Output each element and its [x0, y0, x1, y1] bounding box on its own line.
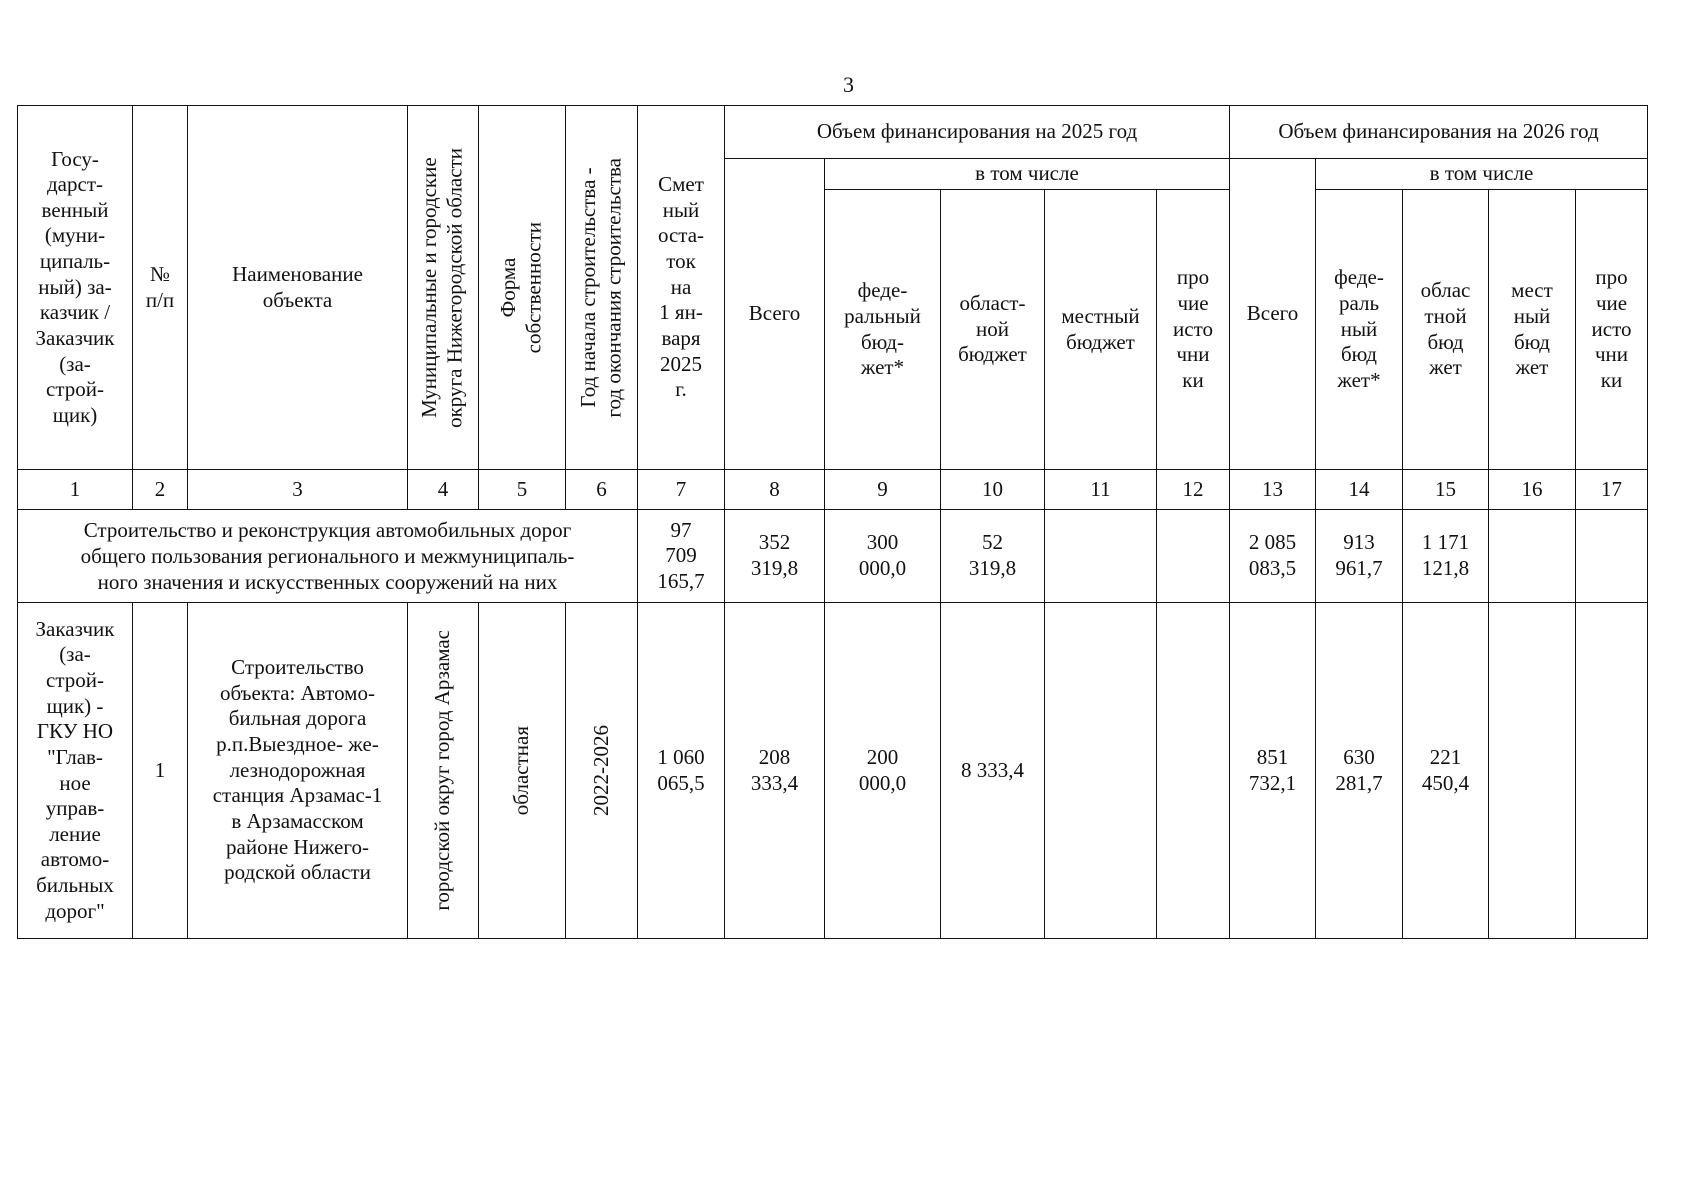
summary-total-2025: 352 319,8 — [725, 510, 825, 603]
header-financing-2025: Объем финансирования на 2025 год — [725, 106, 1230, 159]
column-number: 12 — [1157, 470, 1230, 510]
header-number: № п/п — [133, 106, 188, 470]
summary-regional-2026: 1 171 121,8 — [1403, 510, 1489, 603]
summary-other-2026 — [1576, 510, 1648, 603]
summary-federal-2025: 300 000,0 — [825, 510, 941, 603]
object-row — [18, 603, 1648, 939]
header-including-2025: в том числе — [825, 159, 1230, 190]
header-local-2026: мест ный бюд жет — [1489, 190, 1576, 470]
header-estimated-balance: Смет ный оста- ток на 1 ян- варя 2025 г. — [638, 106, 725, 470]
header-other-2026: про чие исто чни ки — [1576, 190, 1648, 470]
object-local-2026 — [1489, 603, 1576, 939]
column-number: 5 — [479, 470, 566, 510]
header-federal-2026: феде- раль ный бюд жет* — [1316, 190, 1403, 470]
header-other-2025: про чие исто чни ки — [1157, 190, 1230, 470]
object-local-2025 — [1045, 603, 1157, 939]
object-regional-2025: 8 333,4 — [941, 603, 1045, 939]
column-number: 1 — [18, 470, 133, 510]
object-federal-2026: 630 281,7 — [1316, 603, 1403, 939]
column-number: 11 — [1045, 470, 1157, 510]
header-construction-years: Год начала строительства - год окончания строительства — [566, 106, 638, 470]
object-other-2026 — [1576, 603, 1648, 939]
header-municipal-district: Муниципальные и городские округа Нижегородской области — [408, 106, 479, 470]
header-financing-2026: Объем финансирования на 2026 год — [1230, 106, 1648, 159]
column-numbers-row — [18, 470, 1648, 510]
header-total-2025: Всего — [725, 159, 825, 470]
header-regional-2025: област- ной бюджет — [941, 190, 1045, 470]
header-regional-2026: облас тной бюд жет — [1403, 190, 1489, 470]
summary-balance: 97 709 165,7 — [638, 510, 725, 603]
column-number: 10 — [941, 470, 1045, 510]
header-federal-2025: феде- ральный бюд- жет* — [825, 190, 941, 470]
summary-regional-2025: 52 319,8 — [941, 510, 1045, 603]
column-number: 2 — [133, 470, 188, 510]
column-number: 7 — [638, 470, 725, 510]
header-local-2025: местный бюджет — [1045, 190, 1157, 470]
header-customer: Госу- дарст- венный (муни- ципаль- ный) за- казчик / Заказчик (за- строй- щик) — [18, 106, 133, 470]
header-total-2026: Всего — [1230, 159, 1316, 470]
column-number: 8 — [725, 470, 825, 510]
column-number: 16 — [1489, 470, 1576, 510]
object-customer: Заказчик (за- строй- щик) - ГКУ НО "Глав- ное управ- ление автомо- бильных дорог" — [18, 603, 133, 939]
column-number: 3 — [188, 470, 408, 510]
header-object-name: Наименование объекта — [188, 106, 408, 470]
object-balance: 1 060 065,5 — [638, 603, 725, 939]
summary-federal-2026: 913 961,7 — [1316, 510, 1403, 603]
object-ownership-form: областная — [479, 603, 566, 939]
object-construction-years: 2022-2026 — [566, 603, 638, 939]
object-total-2025: 208 333,4 — [725, 603, 825, 939]
object-regional-2026: 221 450,4 — [1403, 603, 1489, 939]
summary-other-2025 — [1157, 510, 1230, 603]
header-ownership-form: Форма собственности — [479, 106, 566, 470]
column-number: 13 — [1230, 470, 1316, 510]
object-municipal-district: городской округ город Арзамас — [408, 603, 479, 939]
page-number: 3 — [843, 72, 854, 97]
object-total-2026: 851 732,1 — [1230, 603, 1316, 939]
column-number: 14 — [1316, 470, 1403, 510]
column-number: 9 — [825, 470, 941, 510]
summary-total-2026: 2 085 083,5 — [1230, 510, 1316, 603]
object-federal-2025: 200 000,0 — [825, 603, 941, 939]
object-name: Строительство объекта: Автомо- бильная дорога р.п.Выездное- же- лезнодорожная станция Арзамас-1 в Арзамасском районе Нижего- родской области — [188, 603, 408, 939]
object-number: 1 — [133, 603, 188, 939]
object-other-2025 — [1157, 603, 1230, 939]
financing-table — [17, 105, 1648, 939]
summary-label: Строительство и реконструкция автомобильных дорог общего пользования регионального и межмуниципаль- ного значения и искусственных сооружений на них — [18, 510, 638, 603]
column-number: 4 — [408, 470, 479, 510]
summary-local-2025 — [1045, 510, 1157, 603]
column-number: 15 — [1403, 470, 1489, 510]
summary-local-2026 — [1489, 510, 1576, 603]
summary-row — [18, 510, 1648, 603]
column-number: 17 — [1576, 470, 1648, 510]
header-including-2026: в том числе — [1316, 159, 1648, 190]
column-number: 6 — [566, 470, 638, 510]
